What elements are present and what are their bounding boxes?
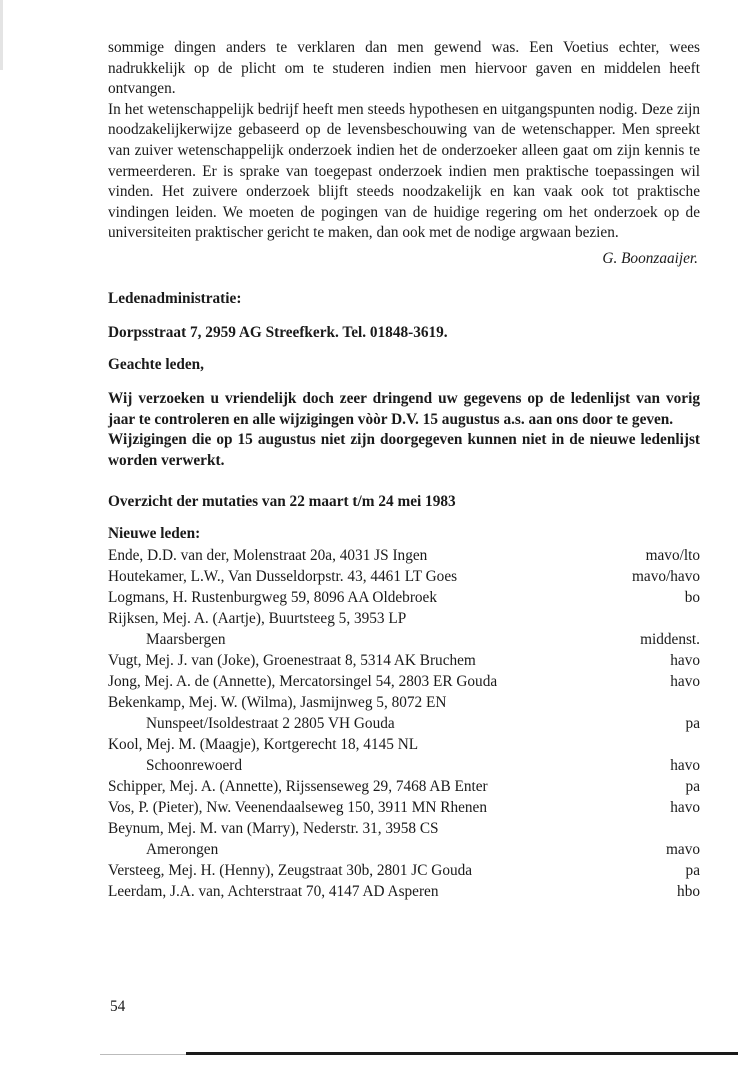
member-row bbox=[108, 545, 700, 566]
member-school-type: havo bbox=[670, 757, 700, 775]
member-row bbox=[108, 881, 700, 902]
page-body bbox=[108, 38, 700, 902]
admin-notice-1: Wij verzoeken u vriendelijk doch zeer dringend uw gegevens op de ledenlijst van vorig jaar te controleren en alle wijzigingen vòòr D.V. 15 augustus a.s. aan ons door te geven. bbox=[108, 389, 700, 428]
member-entry: Rijksen, Mej. A. (Aartje), Buurtsteeg 5, 3953 LP bbox=[108, 610, 407, 628]
member-school-type: mavo bbox=[666, 841, 700, 859]
member-school-type: havo bbox=[670, 799, 700, 817]
member-row bbox=[108, 776, 700, 797]
member-school-type: bo bbox=[684, 589, 700, 607]
member-entry: Jong, Mej. A. de (Annette), Mercatorsingel 54, 2803 ER Gouda bbox=[108, 673, 498, 691]
member-entry: Bekenkamp, Mej. W. (Wilma), Jasmijnweg 5, 8072 EN bbox=[108, 694, 447, 712]
member-entry: Houtekamer, L.W., Van Dusseldorpstr. 43, 4461 LT Goes bbox=[108, 568, 458, 586]
member-entry: Schoonrewoerd bbox=[146, 757, 243, 775]
member-school-type: havo bbox=[670, 652, 700, 670]
member-row bbox=[108, 713, 700, 734]
member-row bbox=[108, 818, 700, 839]
member-row bbox=[108, 755, 700, 776]
member-row bbox=[108, 608, 700, 629]
admin-greeting: Geachte leden, bbox=[108, 355, 205, 373]
member-row bbox=[108, 671, 700, 692]
admin-heading: Ledenadministratie: bbox=[108, 289, 242, 307]
intro-paragraph-1: sommige dingen anders te verklaren dan men gewend was. Een Voetius echter, wees nadrukkelijk op de plicht om te studeren indien men hiervoor gaven en middelen heeft ontvangen. bbox=[108, 39, 700, 98]
member-row bbox=[108, 587, 700, 608]
member-row bbox=[108, 650, 700, 671]
member-entry: Beynum, Mej. M. van (Marry), Nederstr. 31, 3958 CS bbox=[108, 820, 439, 838]
member-entry: Vos, P. (Pieter), Nw. Veenendaalseweg 150, 3911 MN Rhenen bbox=[108, 799, 487, 817]
member-school-type: hbo bbox=[677, 883, 700, 901]
member-entry: Ende, D.D. van der, Molenstraat 20a, 4031 JS Ingen bbox=[108, 547, 428, 565]
admin-notice-2: Wijzigingen die op 15 augustus niet zijn doorgegeven kunnen niet in de nieuwe ledenlijst worden verwerkt. bbox=[108, 431, 700, 469]
member-entry: Amerongen bbox=[146, 841, 219, 859]
member-entry: Versteeg, Mej. H. (Henny), Zeugstraat 30b, 2801 JC Gouda bbox=[108, 862, 473, 880]
member-entry: Maarsbergen bbox=[146, 631, 226, 649]
footer-rule bbox=[186, 1052, 738, 1055]
member-entry: Nunspeet/Isoldestraat 2 2805 VH Gouda bbox=[146, 715, 395, 733]
member-school-type: mavo/havo bbox=[632, 568, 700, 586]
intro-paragraph-2: In het wetenschappelijk bedrijf heeft men steeds hypothesen en uitgangspunten nodig. Deze zijn noodzakelijkerwijze gebaseerd op de levensbeschouwing van de wetenschapper. Men spreekt van zuiver wetenschappelijk onderzoek indien het de onderzoeker alleen gaat om zijn kennis te vermeerderen. Er is sprake van toegepast onderzoek indien men praktische toepassingen wil vinden. Het zuivere onderzoek blijft steeds noodzakelijk en kan vaak ook tot praktische vindingen leiden. We moeten de pogingen van de huidige regering om het onderzoek op de universiteiten praktischer gericht te maken, dan ook met de nodige argwaan bezien. bbox=[108, 100, 700, 242]
member-school-type: middenst. bbox=[640, 631, 700, 649]
member-school-type: pa bbox=[685, 778, 700, 796]
footer-rule-faint bbox=[100, 1054, 186, 1055]
scan-edge-mark bbox=[0, 0, 3, 70]
member-row bbox=[108, 629, 700, 650]
new-members-list bbox=[108, 545, 700, 902]
member-row bbox=[108, 839, 700, 860]
member-entry: Kool, Mej. M. (Maagje), Kortgerecht 18, 4145 NL bbox=[108, 736, 419, 754]
author-signature: G. Boonzaaijer. bbox=[602, 249, 698, 267]
admin-address: Dorpsstraat 7, 2959 AG Streefkerk. Tel. 01848-3619. bbox=[108, 323, 448, 341]
member-row bbox=[108, 566, 700, 587]
member-row bbox=[108, 734, 700, 755]
member-school-type: pa bbox=[685, 862, 700, 880]
mutations-heading: Overzicht der mutaties van 22 maart t/m 24 mei 1983 bbox=[108, 493, 456, 511]
member-entry: Vugt, Mej. J. van (Joke), Groenestraat 8, 5314 AK Bruchem bbox=[108, 652, 476, 670]
member-row bbox=[108, 860, 700, 881]
member-school-type: havo bbox=[670, 673, 700, 691]
member-school-type: pa bbox=[685, 715, 700, 733]
page-number: 54 bbox=[110, 998, 126, 1015]
member-entry: Schipper, Mej. A. (Annette), Rijssenseweg 29, 7468 AB Enter bbox=[108, 778, 488, 796]
member-school-type: mavo/lto bbox=[645, 547, 700, 565]
new-members-heading: Nieuwe leden: bbox=[108, 525, 201, 543]
member-entry: Leerdam, J.A. van, Achterstraat 70, 4147 AD Asperen bbox=[108, 883, 439, 901]
member-entry: Logmans, H. Rustenburgweg 59, 8096 AA Oldebroek bbox=[108, 589, 437, 607]
member-row bbox=[108, 797, 700, 818]
member-row bbox=[108, 692, 700, 713]
